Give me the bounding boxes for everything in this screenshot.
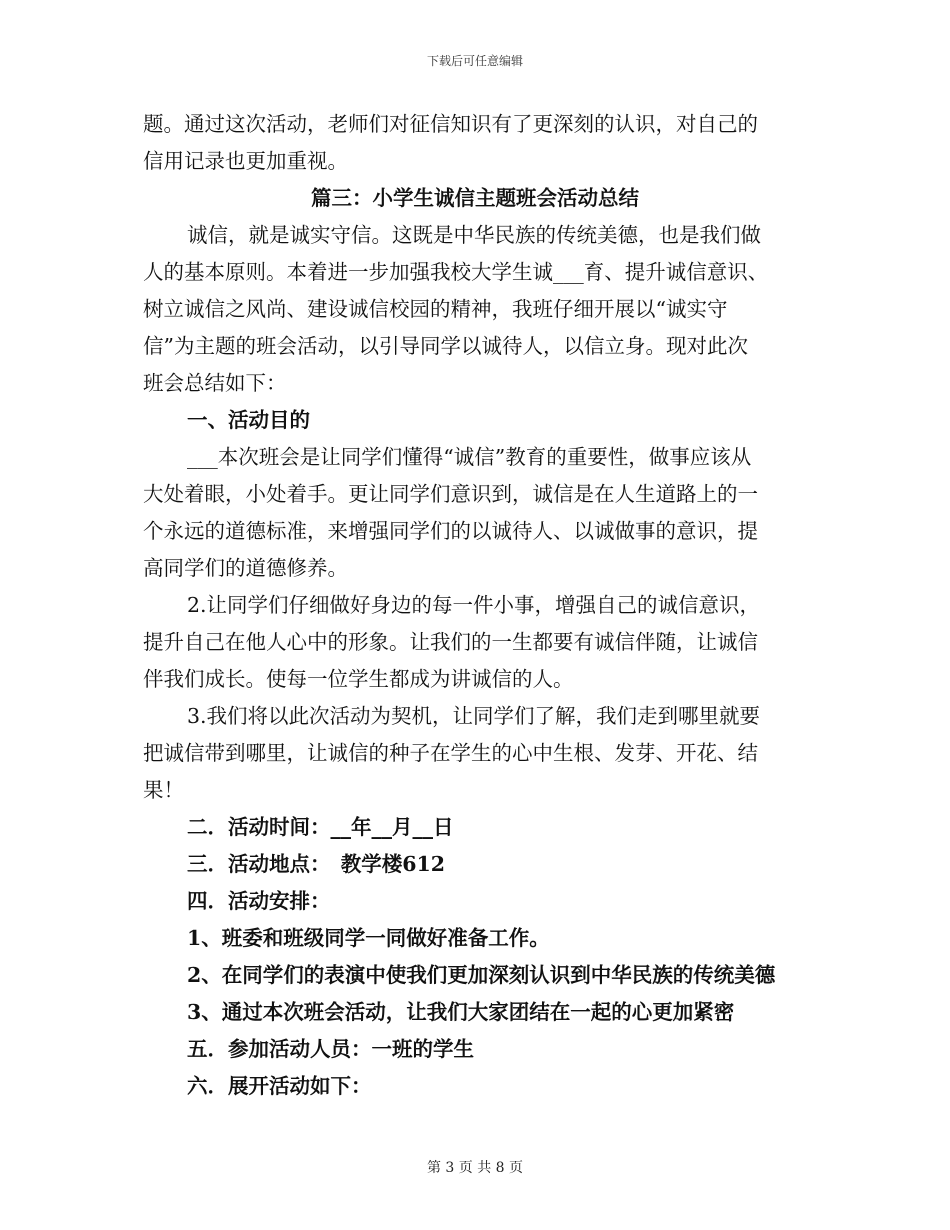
heading-activity-proceedings: 六．展开活动如下： [187,1074,372,1098]
paragraph-line: 高同学们的道德修养。 [143,556,348,580]
page-header: 下载后可任意编辑 [426,54,523,68]
heading-activity-time: 二．活动时间：__年__月__日 [187,815,454,839]
paragraph-line: ___本次班会是让同学们懂得“诚信”教育的重要性，做事应该从 [187,445,752,469]
paragraph-line: 伴我们成长。使每一位学生都成为讲诚信的人。 [143,667,574,691]
arrangement-item: 2、在同学们的表演中使我们更加深刻认识到中华民族的传统美德 [187,963,776,987]
paragraph-line: 个永远的道德标准，来增强同学们的以诚待人、以诚做事的意识，提 [143,519,758,543]
heading-activity-arrangement: 四．活动安排： [187,889,331,913]
page-footer: 第 3 页 共 8 页 [426,1160,524,1176]
paragraph-line: 题。通过这次活动，老师们对征信知识有了更深刻的认识，对自己的 [143,112,758,136]
paragraph-line: 把诚信带到哪里，让诚信的种子在学生的心中生根、发芽、开花、结 [143,741,758,765]
paragraph-line: 树立诚信之风尚、建设诚信校园的精神，我班仔细开展以“诚实守 [143,297,728,321]
paragraph-line: 信”为主题的班会活动，以引导同学以诚待人，以信立身。现对此次 [143,334,748,358]
paragraph-line: 提升自己在他人心中的形象。让我们的一生都要有诚信伴随，让诚信 [143,630,758,654]
paragraph-line: 人的基本原则。本着进一步加强我校大学生诚___育、提升诚信意识、 [143,260,769,284]
heading-participants: 五．参加活动人员：一班的学生 [187,1037,474,1061]
paragraph-line: 3.我们将以此次活动为契机，让同学们了解，我们走到哪里就要 [187,704,761,728]
paragraph-line: 2.让同学们仔细做好身边的每一件小事，增强自己的诚信意识， [187,593,761,617]
paragraph-line: 果！ [143,778,184,802]
heading-activity-purpose: 一、活动目的 [187,408,310,432]
paragraph-line: 班会总结如下： [143,371,287,395]
document-body [143,106,807,1105]
arrangement-item: 1、班委和班级同学一同做好准备工作。 [187,926,550,950]
section-title: 篇三：小学生诚信主题班会活动总结 [311,186,639,210]
paragraph-line: 大处着眼，小处着手。更让同学们意识到，诚信是在人生道路上的一 [143,482,758,506]
paragraph-line: 诚信，就是诚实守信。这既是中华民族的传统美德，也是我们做 [187,223,761,247]
heading-activity-location: 三．活动地点： 教学楼612 [187,852,446,876]
paragraph-line: 信用记录也更加重视。 [143,149,348,173]
arrangement-item: 3、通过本次班会活动，让我们大家团结在一起的心更加紧密 [187,1000,735,1024]
